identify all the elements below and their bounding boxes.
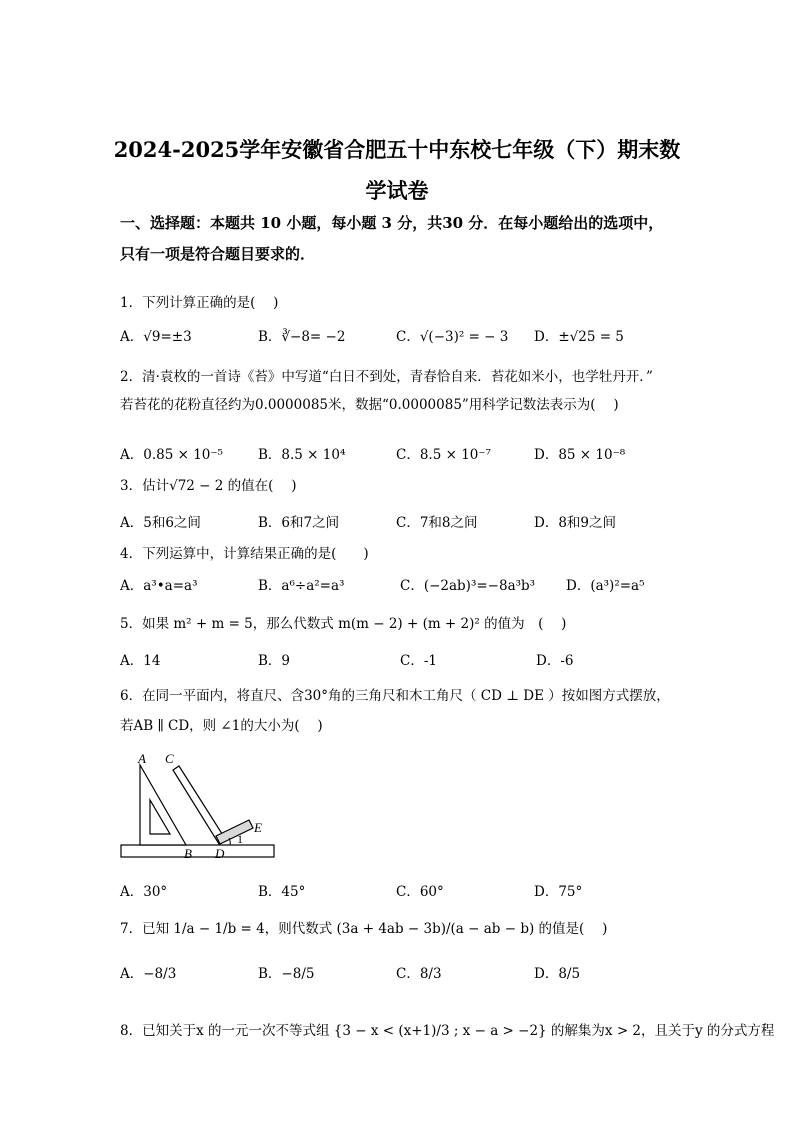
q2-option-d: D．85 × 10⁻⁸ (534, 447, 626, 463)
paper-title-line1: 2024-2025学年安徽省合肥五十中东校七年级（下）期末数 (113, 137, 681, 162)
q2-option-c: C．8.5 × 10⁻⁷ (396, 447, 491, 463)
q8-stem: 8．已知关于x 的一元一次不等式组 {3 − x < (x+1)/3 ; x − a > −2} 的解集为x > 2，且关于y 的分式方程 (120, 1023, 775, 1039)
q7-option-c: C．8/3 (396, 966, 442, 982)
q5-option-d: D．-6 (536, 653, 574, 669)
section-heading-line1: 一、选择题：本题共 10 小题，每小题 3 分，共30 分．在每小题给出的选项中， (120, 214, 664, 232)
q1-option-a: A．√9=±3 (120, 329, 192, 345)
q4-option-b: B．a⁶÷a²=a³ (258, 578, 345, 594)
label-e: E (254, 820, 262, 835)
q4-stem: 4．下列运算中，计算结果正确的是( ) (120, 546, 369, 562)
q6-stem-line2: 若AB ∥ CD，则 ∠1的大小为( ) (120, 718, 323, 734)
q1-option-c: C．√(−3)² = − 3 (396, 329, 509, 345)
q7-option-b: B．−8/5 (258, 966, 315, 982)
q4-option-c: C．(−2ab)³=−8a³b³ (400, 578, 536, 594)
label-d: D (215, 846, 225, 861)
q5-option-a: A．14 (120, 653, 161, 669)
q2-option-a: A．0.85 × 10⁻⁵ (120, 447, 223, 463)
label-a: A (138, 751, 146, 766)
q3-stem: 3．估计√72 − 2 的值在( ) (120, 478, 297, 494)
q2-stem-line2: 若苔花的花粉直径约为0.0000085米，数据“0.0000085”用科学记数法表示为( ) (120, 397, 619, 413)
q3-option-d: D．8和9之间 (534, 515, 617, 531)
q5-option-b: B．9 (258, 653, 291, 669)
q6-figure (118, 750, 280, 865)
q4-option-a: A．a³•a=a³ (120, 578, 198, 594)
q3-option-c: C．7和8之间 (396, 515, 478, 531)
label-angle-1: 1 (237, 832, 243, 846)
q5-option-c: C．-1 (400, 653, 437, 669)
q6-option-c: C．60° (396, 884, 444, 900)
section-heading-line2: 只有一项是符合题目要求的． (120, 245, 316, 263)
q3-option-a: A．5和6之间 (120, 515, 201, 531)
carpenter-square-arm (173, 766, 226, 844)
q6-option-b: B．45° (258, 884, 306, 900)
ruler-shape (121, 845, 274, 857)
q1-option-b: B．∛−8= −2 (258, 329, 346, 345)
paper-title-line2: 学试卷 (365, 178, 429, 203)
q7-stem: 7．已知 1/a − 1/b = 4，则代数式 (3a + 4ab − 3b)/(a − ab − b) 的值是( ) (120, 921, 608, 937)
q1-stem: 1．下列计算正确的是( ) (120, 295, 279, 311)
q4-option-d: D．(a³)²=a⁵ (566, 578, 645, 594)
q6-stem-line1: 6．在同一平面内，将直尺、含30°角的三角尺和木工角尺（ CD ⊥ DE ）按如图方式摆放， (120, 688, 670, 704)
q2-stem-line1: 2．清·袁枚的一首诗《苔》中写道“白日不到处，青春恰自来．苔花如米小，也学牡丹开．” (120, 369, 653, 385)
label-b: B (184, 846, 192, 861)
q7-option-a: A．−8/3 (120, 966, 177, 982)
q6-option-d: D．75° (534, 884, 583, 900)
q6-option-a: A．30° (120, 884, 168, 900)
q2-option-b: B．8.5 × 10⁴ (258, 447, 346, 463)
q1-option-d: D．±√25 = 5 (534, 329, 624, 345)
q7-option-d: D．8/5 (534, 966, 581, 982)
label-c: C (165, 751, 174, 766)
q3-option-b: B．6和7之间 (258, 515, 340, 531)
q5-stem: 5．如果 m² + m = 5，那么代数式 m(m − 2) + (m + 2)² 的值为 ( ) (120, 616, 567, 632)
